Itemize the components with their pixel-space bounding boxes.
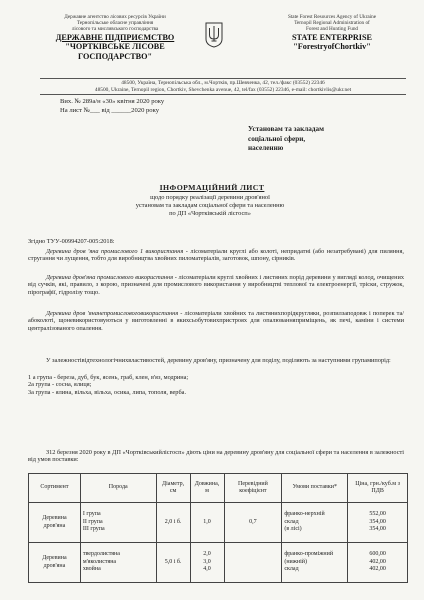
column-header: Ціна, грн./куб.м з ПДВ <box>348 474 408 503</box>
subtitle-line: установам та закладам соціальної сфери та населенню <box>135 202 285 209</box>
company-name: ДЕРЖАВНЕ ПІДПРИЄМСТВО <box>55 32 175 42</box>
standard-reference: Згідно ТУУ-00994207-005:2018: <box>28 238 115 245</box>
cell-diameter: 2,0 і б. <box>156 503 190 543</box>
definition-term: Деревина дров 'янанепромисловоговикористання <box>46 310 179 317</box>
address-en: 48500, Ukraine, Ternopil region, Chortkiv, Shevchenka avenue, 42, tel/fax (03552) 22346, e-mail: chortkivlis@ukr.net <box>94 86 352 93</box>
header-left-line: лісового та мисливського господарства <box>71 26 159 33</box>
column-header: Умови поставки* <box>282 474 348 503</box>
length-line: 2,0 <box>203 551 211 558</box>
cell-delivery <box>282 503 348 543</box>
cell-sortiment: Деревина дров'яна <box>29 503 81 543</box>
poroda-line: ІІІ група <box>82 526 105 533</box>
price-line: 600,00 <box>369 551 386 558</box>
prices-intro-text: З12 березня 2020 року в ДП «Чортківськийлісгосп» діють ціни на деревину дров'яну для соціальної сфери та населення в залежності від умов поставки: <box>28 449 404 464</box>
column-header: Порода <box>80 474 156 503</box>
groups-intro <box>28 357 404 364</box>
length-line: 1,0 <box>203 518 211 525</box>
price-line: 402,00 <box>369 558 386 565</box>
header-left <box>40 14 190 61</box>
poroda-line: хвойна <box>82 566 101 573</box>
price-line: 402,00 <box>369 566 386 573</box>
delivery-line: (нижній) <box>284 558 307 565</box>
outgoing-number: Вих. № 289а/н «30» квітня 2020 року <box>60 98 165 105</box>
coat-of-arms-trident-icon <box>205 22 223 48</box>
delivery-line: склад <box>284 566 299 573</box>
registration-block <box>60 97 164 115</box>
header-left-line: Тернопільське обласне управління <box>76 20 154 27</box>
length-line: 3,0 <box>203 558 211 565</box>
header-right-line: Forest and Hunting Fund <box>305 26 359 33</box>
cell-sortiment: Деревина дров'яна <box>29 543 81 583</box>
cell-length <box>190 543 224 583</box>
company-name-en-2: "ForestryofChortkiv" <box>293 42 371 52</box>
recipient-block <box>248 125 368 154</box>
address-divider <box>40 94 406 95</box>
column-header: Довжина, м <box>190 474 224 503</box>
document-title: ІНФОРМАЦІЙНИЙ ЛИСТ <box>159 183 265 192</box>
group-item: 2а група - сосна, ялиця; <box>28 381 92 389</box>
address-block <box>40 80 406 93</box>
definition-text: - лісоматеріали круглі хвойних і листяних порід деревини у вигляді колод, очищених від сучків, які, правило, з корою, призначені для промислового використання у виробництві теплової та електроенергії, тріски, стружок, пірографії, гідролізу тощо. <box>28 274 404 296</box>
header-right-line: Ternopil Regional Administration of <box>294 20 370 27</box>
delivery-line: франко-нерхній <box>284 511 325 518</box>
column-header: Перевідний коефіцієнт <box>224 474 282 503</box>
cell-delivery <box>282 543 348 583</box>
header-right-line: State Forest Resources Agency of Ukraine <box>287 14 377 20</box>
table-row <box>29 503 408 543</box>
delivery-line: (в лісі) <box>284 526 302 533</box>
groups-list <box>28 374 404 396</box>
poroda-line: І група <box>82 511 101 518</box>
definition-3 <box>28 310 404 332</box>
prices-intro <box>28 449 404 464</box>
table-row <box>29 543 408 583</box>
delivery-line: склад <box>284 518 299 525</box>
cell-diameter: 5,0 і б. <box>156 543 190 583</box>
recipient-line: населенню <box>248 144 284 153</box>
definition-term: Деревина дров 'яна промислового 1 використання <box>46 248 184 255</box>
group-item: 1 а група - береза, дуб, бук, ясень, граб, клен, в'яз, модрина; <box>28 374 189 381</box>
column-header: Діаметр, см <box>156 474 190 503</box>
cell-poroda <box>80 503 156 543</box>
document-subtitle <box>110 194 310 218</box>
subtitle-line: щодо порядку реалізації деревини дров'яної <box>150 194 270 201</box>
company-name-en: STATE ENTERPRISE <box>291 32 372 42</box>
header-divider <box>40 78 406 79</box>
poroda-line: ІІ група <box>82 518 103 525</box>
definition-2 <box>28 274 404 296</box>
poroda-line: твердолистяна <box>82 551 120 558</box>
delivery-line: франко-проміжний <box>284 551 334 558</box>
company-name-3: ГОСПОДАРСТВО" <box>77 51 153 61</box>
length-line: 4,0 <box>203 566 211 573</box>
cell-price <box>348 503 408 543</box>
incoming-reference: На лист №___ від ______2020 року <box>60 107 160 115</box>
address-ua: 48500, Україна, Тернопільська обл., м.Чортків, пр.Шевченка, 42, тел./факс (03552) 22346 <box>121 80 325 86</box>
cell-poroda <box>80 543 156 583</box>
price-line: 354,00 <box>369 526 386 533</box>
definition-term: Деревина дров'яна промислового використання <box>46 274 174 281</box>
header-right <box>262 14 402 52</box>
table-header-row <box>29 474 408 503</box>
definition-text: - лісоматеріали хвойних та листянихпорідкругляки, розпилзаподовж і поперек та/абоколоті, щоневикористовуються у виготовленні в якихсьобутовихпристроях для опалюванняприміщень, як печі, каміни і системи централізованого опалення. <box>28 310 404 332</box>
cell-coefficient: 0,7 <box>224 503 282 543</box>
recipient-line: Установам та закладам <box>248 125 325 133</box>
subtitle-line: по ДП «Чортківській лісгосп» <box>169 210 251 217</box>
cell-coefficient <box>224 543 282 583</box>
definition-text: - лісоматеріали круглі або колоті, непридатні (або незатребувані) для пиляння, стругання чи лущення, тобто для виробництва хвойних пиломатеріалів, заготовок, шпону, сірників. <box>28 248 404 263</box>
company-name-2: "ЧОРТКІВСЬКЕ ЛІСОВЕ <box>65 42 165 52</box>
column-header: Сортимент <box>29 474 81 503</box>
header-left-line: Державне агентство лісових ресурсів України <box>64 14 166 20</box>
price-table <box>28 473 408 583</box>
group-item: 3а група - ялина, вільха, вільха, осика, липа, тополя, верба. <box>28 388 187 396</box>
cell-price <box>348 543 408 583</box>
price-line: 552,00 <box>369 511 386 518</box>
groups-intro-text: У залежностівідтехнологічнихвластивостей, деревину дров'яну, призначену для поділу, поділяють за наступними групамипорід: <box>46 357 391 364</box>
cell-length <box>190 503 224 543</box>
price-line: 354,00 <box>369 518 386 525</box>
definition-1 <box>28 248 404 263</box>
poroda-line: м'яколистяна <box>82 558 117 565</box>
recipient-line: соціальної сфери, <box>248 134 306 143</box>
